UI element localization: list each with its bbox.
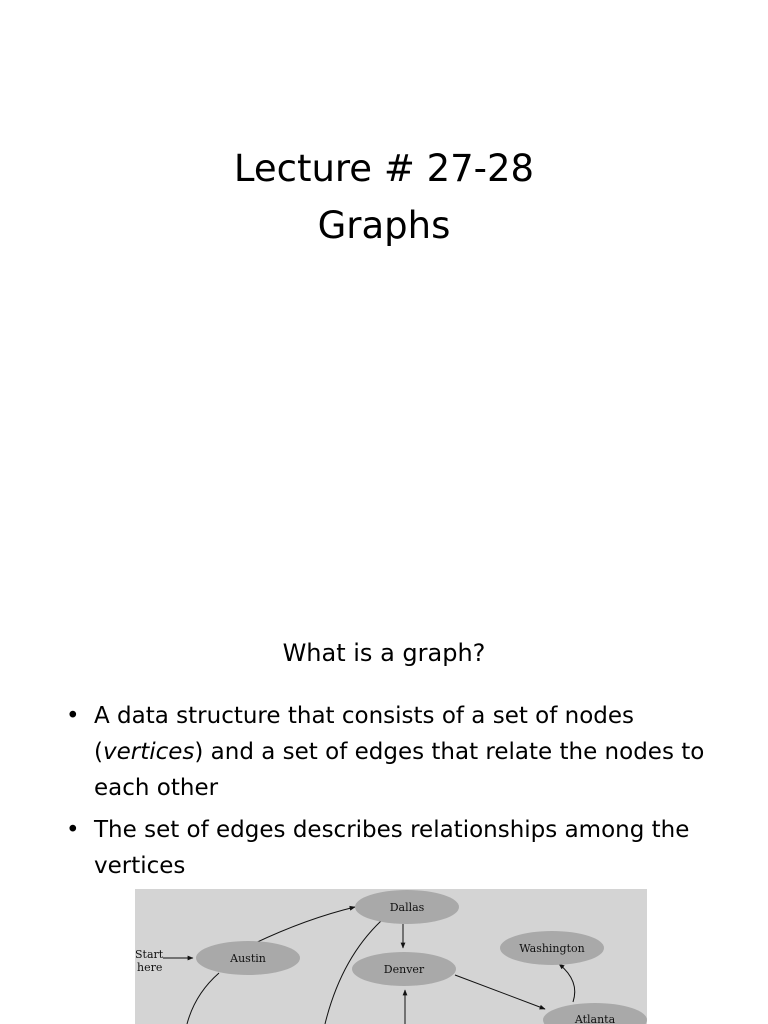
- bullet-list: [60, 698, 720, 890]
- start-label-line1: Start: [135, 948, 164, 961]
- node-label-atlanta: Atlanta: [574, 1013, 616, 1024]
- slide-heading: What is a graph?: [282, 639, 486, 667]
- edge-austin-dallas: [251, 907, 355, 945]
- bullet-italic-term: vertices: [102, 739, 195, 765]
- bullet-text-part: ) and a set of edges that relate the nodes to each other: [94, 739, 705, 801]
- bullet-item: [60, 698, 720, 806]
- graph-diagram: [135, 889, 647, 1024]
- lecture-topic: Graphs: [317, 204, 451, 247]
- bullet-text: [94, 703, 704, 801]
- start-label-line2: here: [137, 961, 163, 974]
- definition-slide: [0, 560, 768, 1024]
- bullet-item: [60, 812, 720, 884]
- node-label-washington: Washington: [519, 942, 585, 955]
- edge-atlanta-washington: [559, 964, 575, 1002]
- bullet-text: The set of edges describes relationships among the vertices: [94, 817, 690, 879]
- bullet-text-part: A data structure that consists of a set of nodes (: [94, 703, 635, 765]
- node-label-dallas: Dallas: [389, 901, 425, 914]
- bullet-marker: •: [66, 703, 80, 729]
- slide-title: [0, 140, 768, 254]
- node-label-austin: Austin: [230, 952, 266, 965]
- bullet-marker: •: [66, 817, 80, 843]
- node-label-denver: Denver: [383, 963, 425, 976]
- edge-denver-atlanta: [455, 975, 545, 1009]
- lecture-number: Lecture # 27-28: [233, 147, 535, 190]
- graph-figure: [135, 889, 647, 1024]
- edge-austin-down: [187, 973, 219, 1024]
